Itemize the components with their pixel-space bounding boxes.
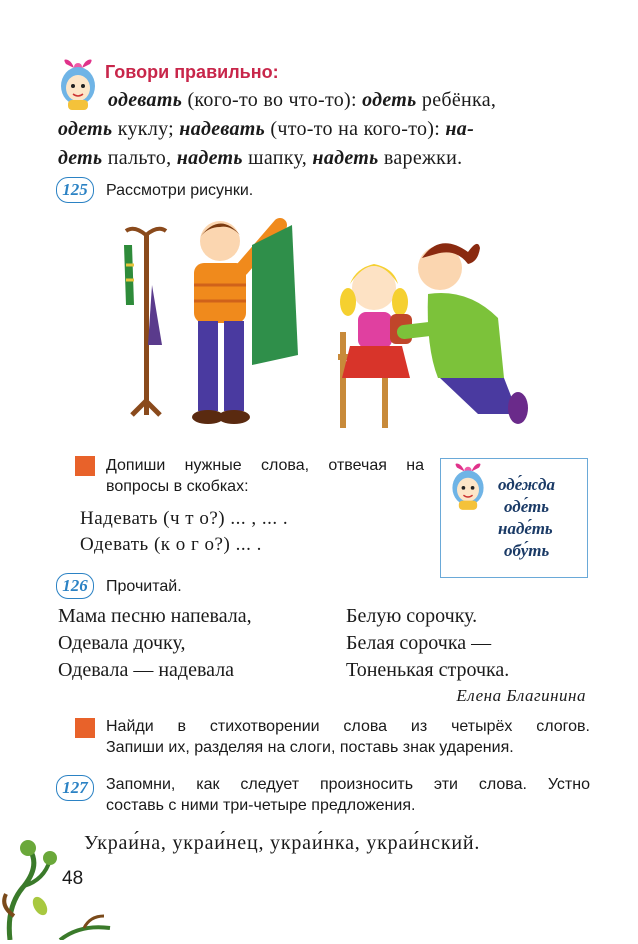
rule-title: Говори правильно: [105, 62, 279, 82]
girl-mascot-icon-small [446, 462, 490, 510]
poem-line: Белую сорочку. [346, 605, 478, 627]
rule-body-line3: деть пальто, надеть шапку, надеть варежки. [58, 147, 463, 169]
task-marker-icon [75, 718, 95, 738]
answer-line-1: Надевать (ч т о?) ... , ... . [80, 508, 289, 529]
poem-line: Одевала дочку, [58, 632, 186, 654]
exercise-instruction: Рассмотри рисунки. [106, 182, 254, 199]
task-marker-icon [75, 456, 95, 476]
poem-right-column [346, 603, 509, 684]
page-number: 48 [62, 868, 84, 889]
poem-line: Тоненькая строчка. [346, 659, 510, 681]
vocab-word: оде́жда [498, 475, 555, 494]
rule-body: одевать (кого-то во что-то): одеть ребёнка, [108, 89, 497, 111]
poem-author: Елена Благинина [456, 686, 586, 705]
exercise-number-badge: 125 [56, 177, 94, 203]
exercise-number-badge: 127 [56, 775, 94, 801]
woman-doll-illustration [328, 228, 528, 434]
task-text: Найди в стихотворении слова из четырёх слогов. Запиши их, разделяя на слоги, поставь знак ударения. [106, 718, 590, 756]
poem-line: Белая сорочка — [346, 632, 492, 654]
answer-line-2: Одевать (к о г о?) ... . [80, 534, 262, 555]
poem-line: Одевала — надевала [58, 659, 235, 681]
poem-left-column [58, 603, 252, 684]
task-text: Допиши нужные слова, отвечая на вопросы в скобках: [106, 457, 424, 495]
girl-mascot-icon [54, 58, 102, 110]
exercise-number-badge: 126 [56, 573, 94, 599]
exercise-instruction: Прочитай. [106, 578, 182, 595]
rule-word: одевать [108, 89, 183, 111]
vocab-word: обу́ть [504, 541, 550, 560]
stress-words: Украи́на, украи́нец, украи́нка, украи́нский. [84, 832, 481, 854]
rule-body-line2: одеть куклу; надевать (что-то на кого-то): на- [58, 118, 475, 140]
vocab-word: наде́ть [498, 519, 553, 538]
boy-illustration [112, 205, 302, 437]
vocabulary-list [498, 474, 582, 562]
task-text: Запомни, как следует произносить эти слова. Устно составь с ними три-четыре предложения. [106, 776, 590, 814]
floral-ornament-icon [0, 836, 120, 940]
vocab-word: оде́ть [504, 497, 550, 516]
poem-line: Мама песню напевала, [58, 605, 252, 627]
